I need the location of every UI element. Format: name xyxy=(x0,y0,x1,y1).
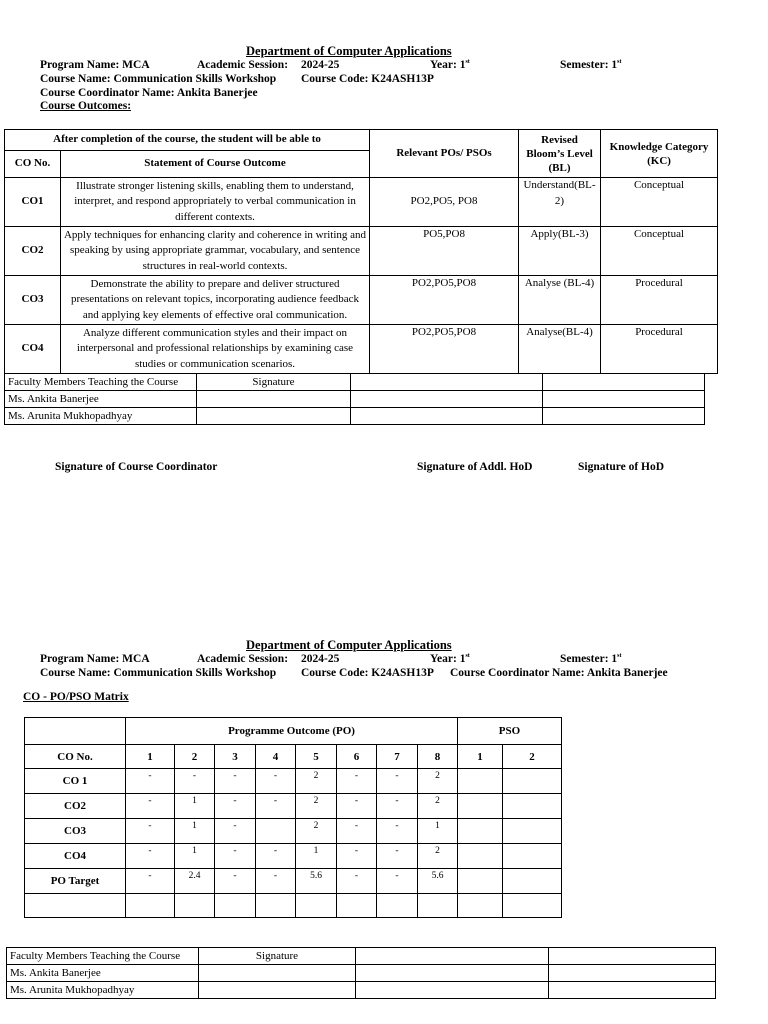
signature-cell xyxy=(197,408,351,425)
course-name: Course Name: Communication Skills Workshop xyxy=(40,667,277,679)
page2-title: Department of Computer Applications xyxy=(246,638,452,652)
pso-value-cell xyxy=(503,794,562,819)
empty-cell xyxy=(503,894,562,918)
pso-value-cell xyxy=(458,869,503,894)
faculty-table-1 xyxy=(4,373,705,425)
empty-cell xyxy=(351,391,543,408)
signature-header: Signature xyxy=(199,948,356,965)
pso-value-cell xyxy=(503,819,562,844)
po-value-cell: - xyxy=(256,869,296,894)
table-row xyxy=(25,819,562,844)
signature-hod: Signature of HoD xyxy=(578,461,665,473)
po-number: 7 xyxy=(377,745,418,769)
po-number: 3 xyxy=(215,745,256,769)
po-number: 1 xyxy=(126,745,175,769)
po-value-cell: 1 xyxy=(175,819,215,844)
year: Year: 1st xyxy=(430,59,470,71)
co-kc: Procedural xyxy=(601,325,718,374)
po-number: 2 xyxy=(175,745,215,769)
table-row xyxy=(25,769,562,794)
po-value-cell: - xyxy=(337,794,377,819)
empty-cell xyxy=(351,408,543,425)
matrix-heading: CO - PO/PSO Matrix xyxy=(23,691,129,703)
empty-cell xyxy=(356,948,549,965)
table-row xyxy=(25,794,562,819)
course-coordinator: Course Coordinator Name: Ankita Banerjee xyxy=(450,667,668,679)
page1-title: Department of Computer Applications xyxy=(246,44,452,58)
pso-group-header: PSO xyxy=(458,718,562,745)
po-value-cell: 2 xyxy=(296,819,337,844)
co-kc: Conceptual xyxy=(601,178,718,227)
matrix-row-label: CO 1 xyxy=(25,769,126,794)
co-bl: Analyse (BL-4) xyxy=(519,276,601,325)
col-header-statement: Statement of Course Outcome xyxy=(61,151,370,178)
empty-cell xyxy=(377,894,418,918)
col-header-bl: Revised Bloom’s Level (BL) xyxy=(519,130,601,178)
course-outcomes-table xyxy=(4,129,718,374)
empty-cell xyxy=(351,374,543,391)
academic-session-value: 2024-25 xyxy=(301,59,340,71)
table-row xyxy=(5,227,718,276)
matrix-row-label: CO3 xyxy=(25,819,126,844)
co-statement: Apply techniques for enhancing clarity and coherence in writing and speaking by using appropriate grammar, vocabulary, and sentence structures in real-world contexts. xyxy=(61,227,370,276)
co-pos: PO2,PO5,PO8 xyxy=(370,325,519,374)
po-group-header: Programme Outcome (PO) xyxy=(126,718,458,745)
program-name: Program Name: MCA xyxy=(40,653,150,665)
co-po-pso-matrix xyxy=(24,717,562,918)
po-value-cell: - xyxy=(215,869,256,894)
year: Year: 1st xyxy=(430,653,470,665)
faculty-member: Ms. Ankita Banerjee xyxy=(5,391,197,408)
signature-course-coordinator: Signature of Course Coordinator xyxy=(55,461,218,473)
co-pos: PO2,PO5,PO8 xyxy=(370,276,519,325)
faculty-member: Ms. Ankita Banerjee xyxy=(7,965,199,982)
signature-addl-hod: Signature of Addl. HoD xyxy=(417,461,533,473)
po-number: 6 xyxy=(337,745,377,769)
co-intro-header: After completion of the course, the student will be able to xyxy=(5,130,370,151)
co-number: CO2 xyxy=(5,227,61,276)
po-value-cell: - xyxy=(215,844,256,869)
academic-session-value: 2024-25 xyxy=(301,653,340,665)
po-value-cell: - xyxy=(337,869,377,894)
table-row xyxy=(25,844,562,869)
po-value-cell xyxy=(256,819,296,844)
signature-cell xyxy=(197,391,351,408)
po-value-cell: - xyxy=(377,794,418,819)
po-value-cell: 1 xyxy=(418,819,458,844)
co-number: CO3 xyxy=(5,276,61,325)
course-name: Course Name: Communication Skills Workshop xyxy=(40,73,277,85)
po-number: 5 xyxy=(296,745,337,769)
pso-value-cell xyxy=(458,769,503,794)
po-value-cell: - xyxy=(126,769,175,794)
semester: Semester: 1st xyxy=(560,59,622,71)
table-row xyxy=(5,325,718,374)
empty-cell xyxy=(296,894,337,918)
matrix-row-label: CO4 xyxy=(25,844,126,869)
matrix-row-label: CO2 xyxy=(25,794,126,819)
po-value-cell: - xyxy=(256,794,296,819)
empty-cell xyxy=(126,894,175,918)
co-number: CO1 xyxy=(5,178,61,227)
empty-cell xyxy=(337,894,377,918)
empty-cell xyxy=(25,718,126,745)
po-value-cell: - xyxy=(126,869,175,894)
po-value-cell: 2 xyxy=(418,794,458,819)
course-coordinator: Course Coordinator Name: Ankita Banerjee xyxy=(40,87,258,99)
col-header-co-no: CO No. xyxy=(25,745,126,769)
po-value-cell: - xyxy=(215,769,256,794)
pso-number: 1 xyxy=(458,745,503,769)
empty-cell xyxy=(543,391,705,408)
po-number: 8 xyxy=(418,745,458,769)
po-value-cell: 1 xyxy=(175,844,215,869)
empty-cell xyxy=(549,948,716,965)
co-statement: Illustrate stronger listening skills, enabling them to understand, interpret, and respond appropriately to verbal communication in different contexts. xyxy=(61,178,370,227)
po-value-cell: 2 xyxy=(418,844,458,869)
faculty-member: Ms. Arunita Mukhopadhyay xyxy=(5,408,197,425)
signature-cell xyxy=(199,982,356,999)
faculty-table-2 xyxy=(6,947,716,999)
po-value-cell: - xyxy=(256,769,296,794)
co-pos: PO5,PO8 xyxy=(370,227,519,276)
co-pos: PO2,PO5, PO8 xyxy=(370,178,519,227)
po-value-cell: - xyxy=(215,794,256,819)
academic-session-label: Academic Session: xyxy=(197,59,289,71)
empty-cell xyxy=(543,374,705,391)
signature-header: Signature xyxy=(197,374,351,391)
co-bl: Analyse(BL-4) xyxy=(519,325,601,374)
pso-value-cell xyxy=(503,769,562,794)
po-value-cell: 2 xyxy=(418,769,458,794)
po-value-cell: - xyxy=(377,769,418,794)
empty-cell xyxy=(549,965,716,982)
empty-cell xyxy=(25,894,126,918)
co-kc: Procedural xyxy=(601,276,718,325)
pso-value-cell xyxy=(458,844,503,869)
po-value-cell: - xyxy=(126,844,175,869)
faculty-header: Faculty Members Teaching the Course xyxy=(7,948,199,965)
pso-value-cell xyxy=(458,819,503,844)
po-value-cell: - xyxy=(337,769,377,794)
po-value-cell: - xyxy=(337,819,377,844)
po-value-cell: 2 xyxy=(296,769,337,794)
faculty-member: Ms. Arunita Mukhopadhyay xyxy=(7,982,199,999)
co-statement: Demonstrate the ability to prepare and deliver structured presentations on relevant topics, incorporating audience feedback and applying key elements of effective oral communication. xyxy=(61,276,370,325)
po-value-cell: 2 xyxy=(296,794,337,819)
empty-cell xyxy=(256,894,296,918)
pso-number: 2 xyxy=(503,745,562,769)
po-value-cell: - xyxy=(175,769,215,794)
col-header-kc: Knowledge Category (KC) xyxy=(601,130,718,178)
table-row xyxy=(25,869,562,894)
pso-value-cell xyxy=(458,794,503,819)
empty-cell xyxy=(418,894,458,918)
col-header-co-no: CO No. xyxy=(5,151,61,178)
po-value-cell: - xyxy=(337,844,377,869)
course-code: Course Code: K24ASH13P xyxy=(301,667,434,679)
matrix-row-label: PO Target xyxy=(25,869,126,894)
empty-cell xyxy=(549,982,716,999)
po-value-cell: 1 xyxy=(175,794,215,819)
po-value-cell: 1 xyxy=(296,844,337,869)
co-bl: Understand(BL-2) xyxy=(519,178,601,227)
table-row xyxy=(5,178,718,227)
co-number: CO4 xyxy=(5,325,61,374)
po-value-cell: 5.6 xyxy=(418,869,458,894)
faculty-header: Faculty Members Teaching the Course xyxy=(5,374,197,391)
empty-cell xyxy=(356,982,549,999)
po-value-cell: 5.6 xyxy=(296,869,337,894)
co-kc: Conceptual xyxy=(601,227,718,276)
po-value-cell: - xyxy=(126,819,175,844)
academic-session-label: Academic Session: xyxy=(197,653,289,665)
co-bl: Apply(BL-3) xyxy=(519,227,601,276)
empty-cell xyxy=(356,965,549,982)
po-value-cell: 2.4 xyxy=(175,869,215,894)
po-value-cell: - xyxy=(126,794,175,819)
po-value-cell: - xyxy=(256,844,296,869)
po-value-cell: - xyxy=(377,844,418,869)
po-number: 4 xyxy=(256,745,296,769)
co-statement: Analyze different communication styles and their impact on interpersonal and professional relationships by examining case studies or communication scenarios. xyxy=(61,325,370,374)
empty-cell xyxy=(215,894,256,918)
course-outcomes-heading: Course Outcomes: xyxy=(40,100,132,112)
signature-cell xyxy=(199,965,356,982)
po-value-cell: - xyxy=(377,819,418,844)
empty-cell xyxy=(175,894,215,918)
po-value-cell: - xyxy=(377,869,418,894)
pso-value-cell xyxy=(503,844,562,869)
empty-cell xyxy=(543,408,705,425)
pso-value-cell xyxy=(503,869,562,894)
po-value-cell: - xyxy=(215,819,256,844)
course-code: Course Code: K24ASH13P xyxy=(301,73,434,85)
semester: Semester: 1st xyxy=(560,653,622,665)
empty-cell xyxy=(458,894,503,918)
table-row xyxy=(5,276,718,325)
col-header-pos: Relevant POs/ PSOs xyxy=(370,130,519,178)
program-name: Program Name: MCA xyxy=(40,59,150,71)
